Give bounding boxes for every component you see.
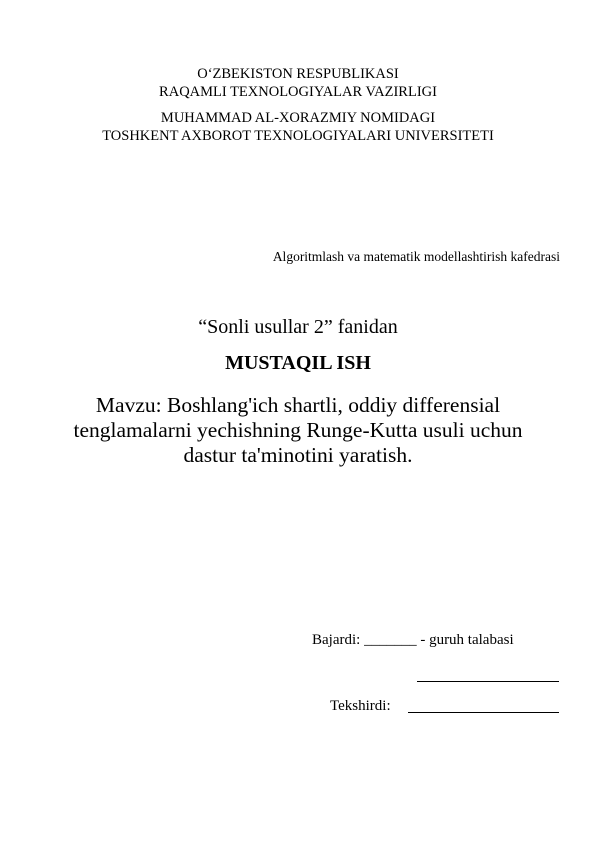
performed-by-line: Bajardi: _______ - guruh talabasi bbox=[312, 632, 514, 648]
subject-line: “Sonli usullar 2” fanidan bbox=[198, 316, 398, 338]
topic-line2: tenglamalarni yechishning Runge-Kutta usuli uchun bbox=[73, 418, 523, 442]
topic-line1: Mavzu: Boshlang'ich shartli, oddiy differensial bbox=[95, 393, 501, 417]
header-ministry: RAQAMLI TEXNOLOGIYALAR VAZIRLIGI bbox=[159, 84, 437, 100]
work-type-title: MUSTAQIL ISH bbox=[225, 352, 371, 374]
header-university-line1: MUHAMMAD AL-XORAZMIY NOMIDAGI bbox=[160, 110, 436, 126]
student-name-blank bbox=[417, 681, 559, 682]
topic-line3: dastur ta'minotini yaratish. bbox=[183, 443, 413, 467]
checker-name-blank bbox=[408, 712, 559, 713]
header-country: O‘ZBEKISTON RESPUBLIKASI bbox=[197, 66, 399, 82]
header-university-line2: TOSHKENT AXBOROT TEXNOLOGIYALARI UNIVERSITETI bbox=[102, 128, 494, 144]
department-name: Algoritmlash va matematik modellashtirish kafedrasi bbox=[272, 249, 560, 264]
checked-by-label: Tekshirdi: bbox=[330, 698, 391, 714]
